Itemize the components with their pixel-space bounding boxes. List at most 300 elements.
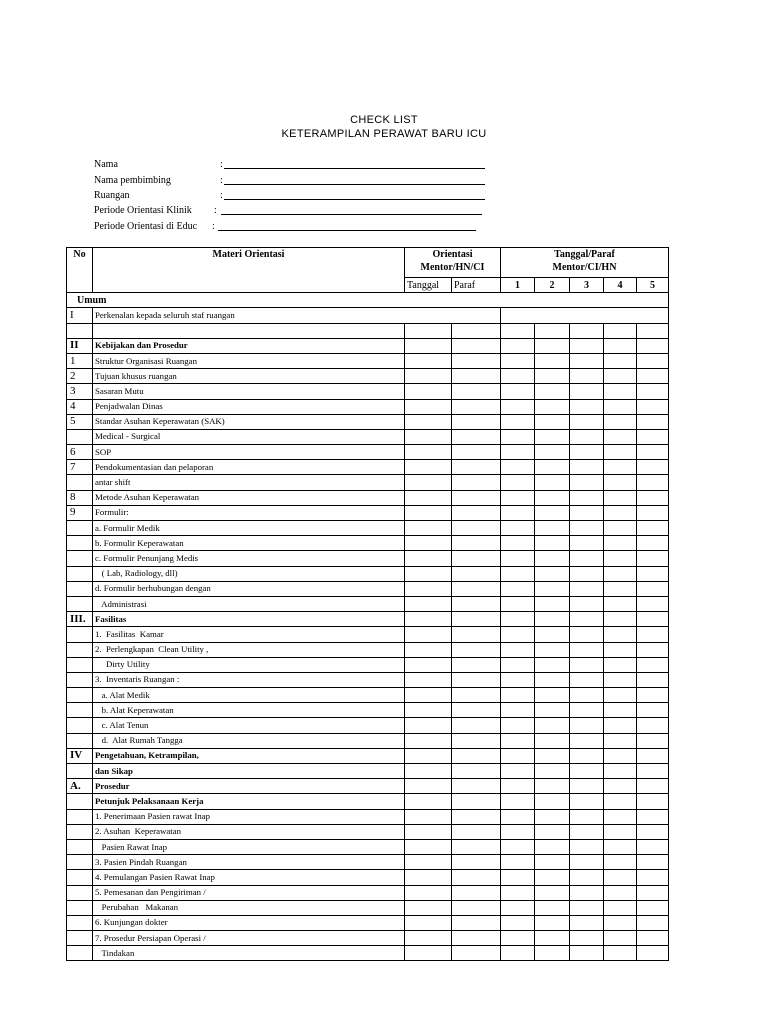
signature-cell[interactable] xyxy=(501,399,535,414)
orientation-cell[interactable] xyxy=(452,475,501,490)
signature-cell[interactable] xyxy=(501,627,535,642)
signature-cell[interactable] xyxy=(604,596,637,611)
signature-cell[interactable] xyxy=(604,445,637,460)
orientation-cell[interactable] xyxy=(452,566,501,581)
signature-cell[interactable] xyxy=(570,839,604,854)
signature-cell[interactable] xyxy=(637,915,669,930)
signature-cell[interactable] xyxy=(604,429,637,444)
signature-cell[interactable] xyxy=(604,323,637,338)
signature-cell[interactable] xyxy=(637,475,669,490)
orientation-cell[interactable] xyxy=(405,445,452,460)
signature-cell[interactable] xyxy=(570,703,604,718)
orientation-cell[interactable] xyxy=(452,460,501,475)
orientation-cell[interactable] xyxy=(452,900,501,915)
signature-cell[interactable] xyxy=(501,612,535,627)
signature-cell[interactable] xyxy=(501,839,535,854)
signature-cell[interactable] xyxy=(604,718,637,733)
signature-cell[interactable] xyxy=(604,688,637,703)
signature-cell[interactable] xyxy=(535,839,570,854)
signature-cell[interactable] xyxy=(535,703,570,718)
signature-cell[interactable] xyxy=(637,824,669,839)
signature-cell[interactable] xyxy=(570,824,604,839)
signature-cell[interactable] xyxy=(570,642,604,657)
signature-cell[interactable] xyxy=(637,566,669,581)
orientation-cell[interactable] xyxy=(452,915,501,930)
signature-cell[interactable] xyxy=(604,414,637,429)
signature-cell[interactable] xyxy=(604,733,637,748)
signature-cell[interactable] xyxy=(604,384,637,399)
orientation-cell[interactable] xyxy=(452,839,501,854)
signature-cell[interactable] xyxy=(535,445,570,460)
signature-cell[interactable] xyxy=(570,551,604,566)
orientation-cell[interactable] xyxy=(452,779,501,794)
signature-cell[interactable] xyxy=(501,703,535,718)
signature-cell[interactable] xyxy=(501,551,535,566)
orientation-cell[interactable] xyxy=(405,657,452,672)
orientation-cell[interactable] xyxy=(405,566,452,581)
signature-cell[interactable] xyxy=(570,475,604,490)
signature-cell[interactable] xyxy=(637,718,669,733)
signature-cell[interactable] xyxy=(501,475,535,490)
signature-cell[interactable] xyxy=(570,779,604,794)
orientation-cell[interactable] xyxy=(405,429,452,444)
signature-cell[interactable] xyxy=(501,536,535,551)
signature-cell[interactable] xyxy=(604,703,637,718)
orientation-cell[interactable] xyxy=(452,870,501,885)
signature-cell[interactable] xyxy=(604,536,637,551)
orientation-cell[interactable] xyxy=(405,627,452,642)
signature-cell[interactable] xyxy=(570,657,604,672)
signature-cell[interactable] xyxy=(637,627,669,642)
signature-cell[interactable] xyxy=(570,566,604,581)
orientation-cell[interactable] xyxy=(452,490,501,505)
signature-cell[interactable] xyxy=(604,460,637,475)
signature-cell[interactable] xyxy=(570,870,604,885)
signature-cell[interactable] xyxy=(637,536,669,551)
signature-cell[interactable] xyxy=(637,338,669,353)
orientation-cell[interactable] xyxy=(405,915,452,930)
orientation-cell[interactable] xyxy=(452,718,501,733)
signature-cell[interactable] xyxy=(535,900,570,915)
orientation-cell[interactable] xyxy=(452,657,501,672)
signature-cell[interactable] xyxy=(570,794,604,809)
orientation-cell[interactable] xyxy=(405,839,452,854)
signature-cell[interactable] xyxy=(570,915,604,930)
signature-cell[interactable] xyxy=(604,931,637,946)
signature-cell[interactable] xyxy=(570,505,604,520)
signature-cell[interactable] xyxy=(535,505,570,520)
signature-cell[interactable] xyxy=(570,536,604,551)
orientation-cell[interactable] xyxy=(405,551,452,566)
signature-cell[interactable] xyxy=(604,627,637,642)
signature-cell[interactable] xyxy=(637,946,669,961)
orientation-cell[interactable] xyxy=(405,521,452,536)
orientation-cell[interactable] xyxy=(405,718,452,733)
signature-cell[interactable] xyxy=(501,824,535,839)
orientation-cell[interactable] xyxy=(452,855,501,870)
signature-cell[interactable] xyxy=(570,369,604,384)
signature-cell[interactable] xyxy=(570,353,604,368)
signature-cell[interactable] xyxy=(535,779,570,794)
signature-cell[interactable] xyxy=(535,369,570,384)
signature-cell[interactable] xyxy=(637,733,669,748)
orientation-cell[interactable] xyxy=(452,809,501,824)
signature-cell[interactable] xyxy=(535,338,570,353)
signature-cell[interactable] xyxy=(535,748,570,763)
orientation-cell[interactable] xyxy=(405,642,452,657)
signature-cell[interactable] xyxy=(501,642,535,657)
signature-cell[interactable] xyxy=(637,384,669,399)
orientation-cell[interactable] xyxy=(405,885,452,900)
signature-cell[interactable] xyxy=(535,536,570,551)
field-fill-line[interactable] xyxy=(218,230,476,231)
signature-cell[interactable] xyxy=(604,824,637,839)
orientation-cell[interactable] xyxy=(405,414,452,429)
signature-cell[interactable] xyxy=(604,900,637,915)
signature-cell[interactable] xyxy=(570,718,604,733)
signature-cell[interactable] xyxy=(535,612,570,627)
signature-cell[interactable] xyxy=(637,445,669,460)
signature-cell[interactable] xyxy=(570,338,604,353)
signature-cell[interactable] xyxy=(535,353,570,368)
signature-cell[interactable] xyxy=(501,460,535,475)
signature-cell[interactable] xyxy=(570,688,604,703)
signature-cell[interactable] xyxy=(637,429,669,444)
field-fill-line[interactable] xyxy=(224,199,485,200)
orientation-cell[interactable] xyxy=(452,338,501,353)
signature-cell[interactable] xyxy=(570,733,604,748)
signature-cell[interactable] xyxy=(637,794,669,809)
signature-cell[interactable] xyxy=(570,414,604,429)
signature-cell[interactable] xyxy=(501,308,669,323)
signature-cell[interactable] xyxy=(604,551,637,566)
signature-cell[interactable] xyxy=(501,809,535,824)
signature-cell[interactable] xyxy=(501,885,535,900)
signature-cell[interactable] xyxy=(604,521,637,536)
orientation-cell[interactable] xyxy=(405,855,452,870)
signature-cell[interactable] xyxy=(637,521,669,536)
orientation-cell[interactable] xyxy=(405,824,452,839)
signature-cell[interactable] xyxy=(604,855,637,870)
signature-cell[interactable] xyxy=(501,733,535,748)
field-fill-line[interactable] xyxy=(221,214,482,215)
signature-cell[interactable] xyxy=(535,733,570,748)
signature-cell[interactable] xyxy=(535,870,570,885)
signature-cell[interactable] xyxy=(637,323,669,338)
signature-cell[interactable] xyxy=(535,521,570,536)
signature-cell[interactable] xyxy=(604,657,637,672)
orientation-cell[interactable] xyxy=(405,748,452,763)
signature-cell[interactable] xyxy=(637,505,669,520)
signature-cell[interactable] xyxy=(570,399,604,414)
orientation-cell[interactable] xyxy=(452,703,501,718)
signature-cell[interactable] xyxy=(637,931,669,946)
orientation-cell[interactable] xyxy=(452,946,501,961)
signature-cell[interactable] xyxy=(501,855,535,870)
orientation-cell[interactable] xyxy=(405,870,452,885)
signature-cell[interactable] xyxy=(604,399,637,414)
signature-cell[interactable] xyxy=(501,596,535,611)
signature-cell[interactable] xyxy=(535,946,570,961)
orientation-cell[interactable] xyxy=(405,475,452,490)
orientation-cell[interactable] xyxy=(405,733,452,748)
orientation-cell[interactable] xyxy=(405,490,452,505)
signature-cell[interactable] xyxy=(637,642,669,657)
orientation-cell[interactable] xyxy=(452,551,501,566)
signature-cell[interactable] xyxy=(501,505,535,520)
orientation-cell[interactable] xyxy=(405,323,452,338)
orientation-cell[interactable] xyxy=(452,429,501,444)
signature-cell[interactable] xyxy=(637,855,669,870)
signature-cell[interactable] xyxy=(604,505,637,520)
signature-cell[interactable] xyxy=(604,566,637,581)
signature-cell[interactable] xyxy=(501,566,535,581)
orientation-cell[interactable] xyxy=(452,733,501,748)
signature-cell[interactable] xyxy=(604,369,637,384)
signature-cell[interactable] xyxy=(535,596,570,611)
signature-cell[interactable] xyxy=(637,369,669,384)
signature-cell[interactable] xyxy=(501,931,535,946)
orientation-cell[interactable] xyxy=(405,338,452,353)
signature-cell[interactable] xyxy=(637,703,669,718)
signature-cell[interactable] xyxy=(535,475,570,490)
signature-cell[interactable] xyxy=(570,855,604,870)
signature-cell[interactable] xyxy=(604,946,637,961)
signature-cell[interactable] xyxy=(535,794,570,809)
field-fill-line[interactable] xyxy=(224,168,485,169)
signature-cell[interactable] xyxy=(501,384,535,399)
signature-cell[interactable] xyxy=(501,445,535,460)
orientation-cell[interactable] xyxy=(452,794,501,809)
signature-cell[interactable] xyxy=(570,748,604,763)
signature-cell[interactable] xyxy=(637,764,669,779)
signature-cell[interactable] xyxy=(604,915,637,930)
orientation-cell[interactable] xyxy=(452,672,501,687)
orientation-cell[interactable] xyxy=(452,445,501,460)
signature-cell[interactable] xyxy=(570,946,604,961)
orientation-cell[interactable] xyxy=(405,809,452,824)
signature-cell[interactable] xyxy=(570,521,604,536)
signature-cell[interactable] xyxy=(501,672,535,687)
orientation-cell[interactable] xyxy=(405,931,452,946)
signature-cell[interactable] xyxy=(637,612,669,627)
signature-cell[interactable] xyxy=(501,414,535,429)
orientation-cell[interactable] xyxy=(452,612,501,627)
signature-cell[interactable] xyxy=(604,870,637,885)
orientation-cell[interactable] xyxy=(405,900,452,915)
signature-cell[interactable] xyxy=(637,460,669,475)
signature-cell[interactable] xyxy=(604,353,637,368)
orientation-cell[interactable] xyxy=(452,384,501,399)
signature-cell[interactable] xyxy=(535,566,570,581)
signature-cell[interactable] xyxy=(535,688,570,703)
orientation-cell[interactable] xyxy=(405,794,452,809)
signature-cell[interactable] xyxy=(535,642,570,657)
signature-cell[interactable] xyxy=(501,779,535,794)
signature-cell[interactable] xyxy=(570,581,604,596)
orientation-cell[interactable] xyxy=(452,688,501,703)
orientation-cell[interactable] xyxy=(452,748,501,763)
orientation-cell[interactable] xyxy=(405,612,452,627)
signature-cell[interactable] xyxy=(501,688,535,703)
signature-cell[interactable] xyxy=(501,581,535,596)
signature-cell[interactable] xyxy=(637,870,669,885)
signature-cell[interactable] xyxy=(604,581,637,596)
signature-cell[interactable] xyxy=(604,885,637,900)
signature-cell[interactable] xyxy=(604,338,637,353)
signature-cell[interactable] xyxy=(570,627,604,642)
orientation-cell[interactable] xyxy=(405,353,452,368)
signature-cell[interactable] xyxy=(637,839,669,854)
signature-cell[interactable] xyxy=(637,490,669,505)
signature-cell[interactable] xyxy=(501,870,535,885)
orientation-cell[interactable] xyxy=(452,642,501,657)
signature-cell[interactable] xyxy=(637,779,669,794)
orientation-cell[interactable] xyxy=(452,627,501,642)
signature-cell[interactable] xyxy=(535,915,570,930)
signature-cell[interactable] xyxy=(570,429,604,444)
orientation-cell[interactable] xyxy=(452,323,501,338)
signature-cell[interactable] xyxy=(535,414,570,429)
orientation-cell[interactable] xyxy=(452,353,501,368)
signature-cell[interactable] xyxy=(501,429,535,444)
signature-cell[interactable] xyxy=(570,445,604,460)
signature-cell[interactable] xyxy=(604,642,637,657)
signature-cell[interactable] xyxy=(570,323,604,338)
orientation-cell[interactable] xyxy=(405,460,452,475)
orientation-cell[interactable] xyxy=(405,505,452,520)
orientation-cell[interactable] xyxy=(405,536,452,551)
signature-cell[interactable] xyxy=(535,885,570,900)
signature-cell[interactable] xyxy=(604,490,637,505)
signature-cell[interactable] xyxy=(535,657,570,672)
signature-cell[interactable] xyxy=(535,764,570,779)
signature-cell[interactable] xyxy=(604,764,637,779)
orientation-cell[interactable] xyxy=(405,369,452,384)
signature-cell[interactable] xyxy=(570,490,604,505)
signature-cell[interactable] xyxy=(570,764,604,779)
signature-cell[interactable] xyxy=(535,429,570,444)
signature-cell[interactable] xyxy=(501,900,535,915)
orientation-cell[interactable] xyxy=(452,581,501,596)
signature-cell[interactable] xyxy=(570,596,604,611)
signature-cell[interactable] xyxy=(570,384,604,399)
signature-cell[interactable] xyxy=(501,946,535,961)
signature-cell[interactable] xyxy=(535,809,570,824)
signature-cell[interactable] xyxy=(535,855,570,870)
signature-cell[interactable] xyxy=(501,657,535,672)
signature-cell[interactable] xyxy=(501,353,535,368)
orientation-cell[interactable] xyxy=(405,672,452,687)
signature-cell[interactable] xyxy=(570,900,604,915)
signature-cell[interactable] xyxy=(570,885,604,900)
orientation-cell[interactable] xyxy=(452,596,501,611)
signature-cell[interactable] xyxy=(535,460,570,475)
orientation-cell[interactable] xyxy=(405,764,452,779)
signature-cell[interactable] xyxy=(637,657,669,672)
signature-cell[interactable] xyxy=(570,672,604,687)
orientation-cell[interactable] xyxy=(405,581,452,596)
orientation-cell[interactable] xyxy=(405,703,452,718)
orientation-cell[interactable] xyxy=(452,414,501,429)
signature-cell[interactable] xyxy=(604,612,637,627)
signature-cell[interactable] xyxy=(637,900,669,915)
signature-cell[interactable] xyxy=(535,323,570,338)
signature-cell[interactable] xyxy=(535,627,570,642)
signature-cell[interactable] xyxy=(535,718,570,733)
signature-cell[interactable] xyxy=(637,551,669,566)
signature-cell[interactable] xyxy=(570,460,604,475)
signature-cell[interactable] xyxy=(637,581,669,596)
signature-cell[interactable] xyxy=(501,323,535,338)
orientation-cell[interactable] xyxy=(405,946,452,961)
signature-cell[interactable] xyxy=(570,612,604,627)
signature-cell[interactable] xyxy=(604,672,637,687)
orientation-cell[interactable] xyxy=(452,536,501,551)
orientation-cell[interactable] xyxy=(405,399,452,414)
signature-cell[interactable] xyxy=(501,718,535,733)
signature-cell[interactable] xyxy=(637,748,669,763)
signature-cell[interactable] xyxy=(637,399,669,414)
orientation-cell[interactable] xyxy=(405,779,452,794)
orientation-cell[interactable] xyxy=(452,521,501,536)
signature-cell[interactable] xyxy=(535,824,570,839)
signature-cell[interactable] xyxy=(535,490,570,505)
signature-cell[interactable] xyxy=(637,672,669,687)
signature-cell[interactable] xyxy=(501,490,535,505)
signature-cell[interactable] xyxy=(501,794,535,809)
signature-cell[interactable] xyxy=(604,748,637,763)
orientation-cell[interactable] xyxy=(452,369,501,384)
signature-cell[interactable] xyxy=(604,809,637,824)
signature-cell[interactable] xyxy=(604,779,637,794)
signature-cell[interactable] xyxy=(501,338,535,353)
signature-cell[interactable] xyxy=(501,915,535,930)
orientation-cell[interactable] xyxy=(452,885,501,900)
signature-cell[interactable] xyxy=(501,748,535,763)
signature-cell[interactable] xyxy=(535,581,570,596)
orientation-cell[interactable] xyxy=(405,688,452,703)
orientation-cell[interactable] xyxy=(405,596,452,611)
signature-cell[interactable] xyxy=(637,688,669,703)
signature-cell[interactable] xyxy=(570,809,604,824)
signature-cell[interactable] xyxy=(604,794,637,809)
signature-cell[interactable] xyxy=(604,839,637,854)
signature-cell[interactable] xyxy=(637,885,669,900)
signature-cell[interactable] xyxy=(535,384,570,399)
orientation-cell[interactable] xyxy=(452,764,501,779)
signature-cell[interactable] xyxy=(501,369,535,384)
signature-cell[interactable] xyxy=(501,764,535,779)
signature-cell[interactable] xyxy=(535,931,570,946)
orientation-cell[interactable] xyxy=(405,384,452,399)
signature-cell[interactable] xyxy=(535,399,570,414)
signature-cell[interactable] xyxy=(637,353,669,368)
orientation-cell[interactable] xyxy=(452,824,501,839)
signature-cell[interactable] xyxy=(501,521,535,536)
signature-cell[interactable] xyxy=(604,475,637,490)
signature-cell[interactable] xyxy=(535,551,570,566)
signature-cell[interactable] xyxy=(535,672,570,687)
orientation-cell[interactable] xyxy=(452,505,501,520)
signature-cell[interactable] xyxy=(570,931,604,946)
signature-cell[interactable] xyxy=(637,596,669,611)
signature-cell[interactable] xyxy=(637,809,669,824)
field-fill-line[interactable] xyxy=(224,184,485,185)
orientation-cell[interactable] xyxy=(452,931,501,946)
orientation-cell[interactable] xyxy=(452,399,501,414)
signature-cell[interactable] xyxy=(637,414,669,429)
